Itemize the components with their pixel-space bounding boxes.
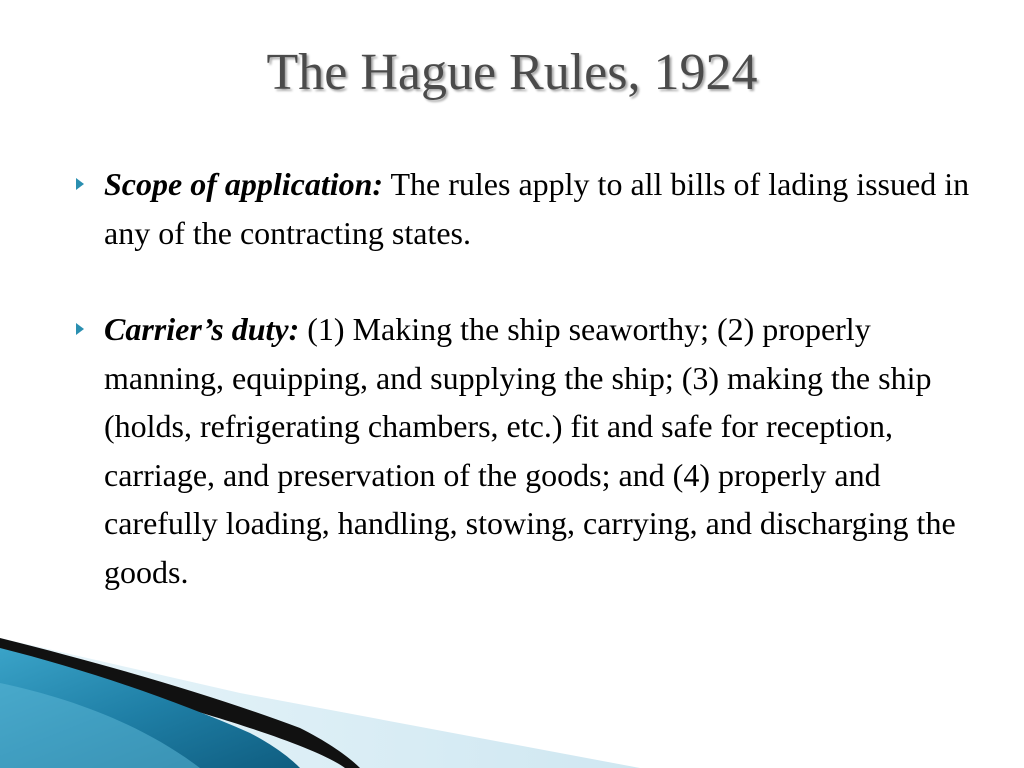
bullet-lead-scope: Scope of application: (104, 166, 384, 202)
bullet-item-carrier-duty (74, 305, 974, 596)
bullet-text-scope: The rules apply to all bills of lading issued in any of the contracting states. (104, 166, 970, 251)
decorative-wave (0, 638, 1024, 768)
bullet-arrow-icon (76, 178, 84, 190)
bullet-arrow-icon (76, 323, 84, 335)
bullet-list (74, 160, 974, 644)
slide-title: The Hague Rules, 1924 (266, 44, 758, 101)
bullet-text-carrier-duty: (1) Making the ship seaworthy; (2) properly manning, equipping, and supplying the ship; (3) making the ship (holds, refrigerating chambers, etc.) fit and safe for reception, carriage, and preservation of the goods; and (4) properly and carefully loading, handling, stowing, carrying, and discharging the goods. (104, 311, 956, 590)
bullet-lead-carrier-duty: Carrier’s duty: (104, 311, 300, 347)
bullet-item-scope (74, 160, 974, 257)
